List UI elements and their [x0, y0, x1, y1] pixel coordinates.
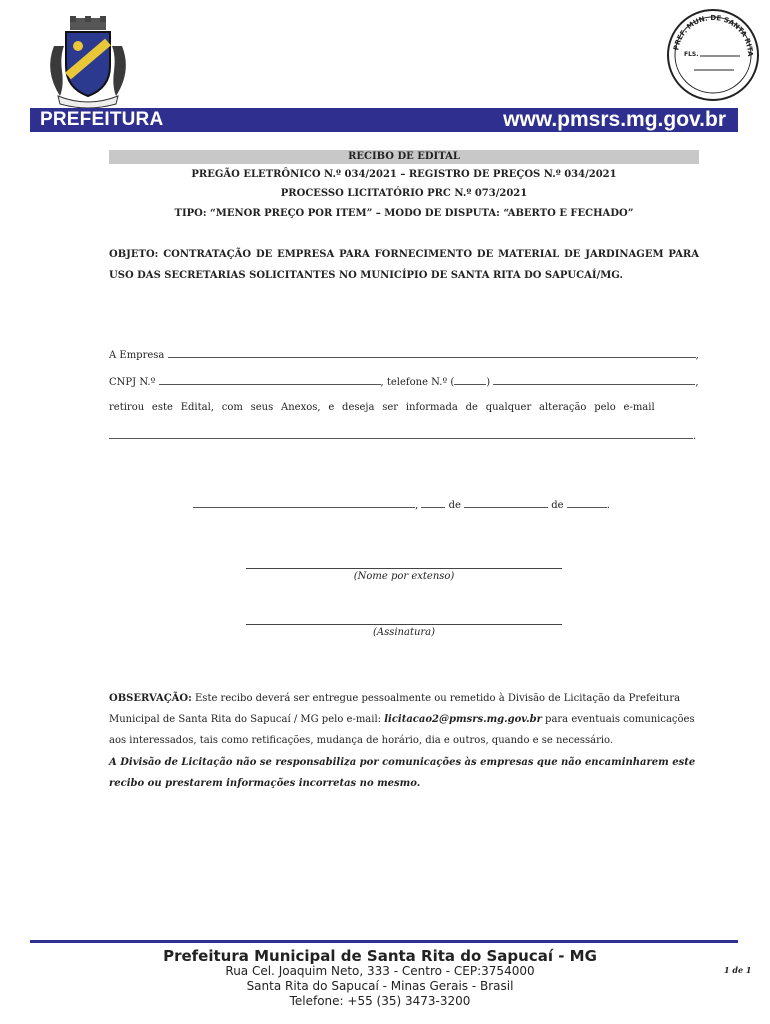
observacao-label: OBSERVAÇÃO: [109, 693, 192, 704]
footer-phone: Telefone: +55 (35) 3473-3200 [289, 994, 471, 1008]
footer-address: Rua Cel. Joaquim Neto, 333 - Centro - CEP:3754000 [225, 964, 535, 978]
pregao-line: PREGÃO ELETRÔNICO N.º 034/2021 – REGISTRO DE PREÇOS N.º 034/2021 [191, 169, 617, 180]
protocol-stamp [664, 6, 762, 104]
cnpj-label: CNPJ N.º [109, 377, 156, 388]
licitacao-email[interactable]: licitacao2@pmsrs.mg.gov.br [384, 714, 542, 725]
city-field[interactable] [193, 497, 415, 508]
year-field[interactable] [567, 497, 607, 508]
processo-line: PROCESSO LICITATÓRIO PRC N.º 073/2021 [280, 188, 528, 199]
day-field[interactable] [421, 497, 445, 508]
date-comma: , [415, 500, 419, 511]
email-line [109, 428, 699, 444]
tipo-line: TIPO: “MENOR PREÇO POR ITEM” – MODO DE DISPUTA: “ABERTO E FECHADO” [174, 208, 634, 219]
telefone-close: ) [486, 377, 491, 388]
observacao-note: A Divisão de Licitação não se responsabiliza por comunicações às empresas que não encaminharem este recibo ou prestarem informações incorretas no mesmo. [109, 757, 696, 789]
assinatura-label: (Assinatura) [372, 627, 436, 638]
month-field[interactable] [464, 497, 548, 508]
retirou-line: retirou este Edital, com seus Anexos, e deseja ser informada de qualquer alteração pelo e-mail [109, 402, 655, 413]
footer-divider [30, 940, 738, 943]
municipal-crest-logo [40, 16, 136, 108]
nome-label: (Nome por extenso) [353, 571, 455, 582]
assinatura-signature-line[interactable] [246, 624, 562, 625]
website-link[interactable]: www.pmsrs.mg.gov.br [503, 108, 726, 131]
empresa-comma: , [695, 350, 699, 361]
cnpj-line [109, 374, 699, 390]
observacao-text-1: Este recibo deverá ser entregue pessoalmente ou remetido à Divisão de Licitação da Prefeitura Municipal de Santa Rita do Sapucaí / MG pelo e-mail: [109, 693, 681, 725]
objeto-paragraph: OBJETO: CONTRATAÇÃO DE EMPRESA PARA FORNECIMENTO DE MATERIAL DE JARDINAGEM PARA USO DAS SECRETARIAS SOLICITANTES NO MUNICÍPIO DE SANTA RITA DO SAPUCAÍ/MG. [109, 249, 699, 281]
svg-text:PREF. MUN. DE SANTA RITA DO SA: PREF. MUN. DE SANTA RITA [672, 13, 755, 57]
observacao-paragraph [109, 688, 701, 751]
email-field[interactable] [109, 428, 693, 439]
de-label-1: de [448, 500, 461, 511]
telefone-label: , telefone N.º ( [380, 377, 455, 388]
telefone-field[interactable] [493, 374, 695, 385]
date-period: . [606, 500, 610, 511]
email-period: . [693, 431, 697, 442]
cnpj-comma: , [695, 377, 699, 388]
svg-text:FLS.: FLS. [684, 51, 699, 58]
observacao-text-2: para eventuais comunicações aos interessados, tais como retificações, mudança de horário, dia e outros, quando e se necessário. [109, 714, 695, 746]
header-banner [30, 108, 738, 132]
footer-city: Santa Rita do Sapucaí - Minas Gerais - Brasil [246, 979, 514, 993]
nome-signature-line[interactable] [246, 568, 562, 569]
de-label-2: de [551, 500, 564, 511]
footer-name: Prefeitura Municipal de Santa Rita do Sapucaí - MG [163, 947, 597, 965]
cnpj-field[interactable] [159, 374, 381, 385]
empresa-line [109, 347, 699, 363]
page-number: 1 de 1 [724, 965, 752, 975]
telefone-ddd-field[interactable] [454, 374, 486, 385]
date-line [193, 497, 613, 513]
prefeitura-label: PREFEITURA [40, 109, 164, 130]
empresa-label: A Empresa [109, 350, 165, 361]
empresa-field[interactable] [168, 347, 696, 358]
document-title: RECIBO DE EDITAL [109, 150, 699, 164]
